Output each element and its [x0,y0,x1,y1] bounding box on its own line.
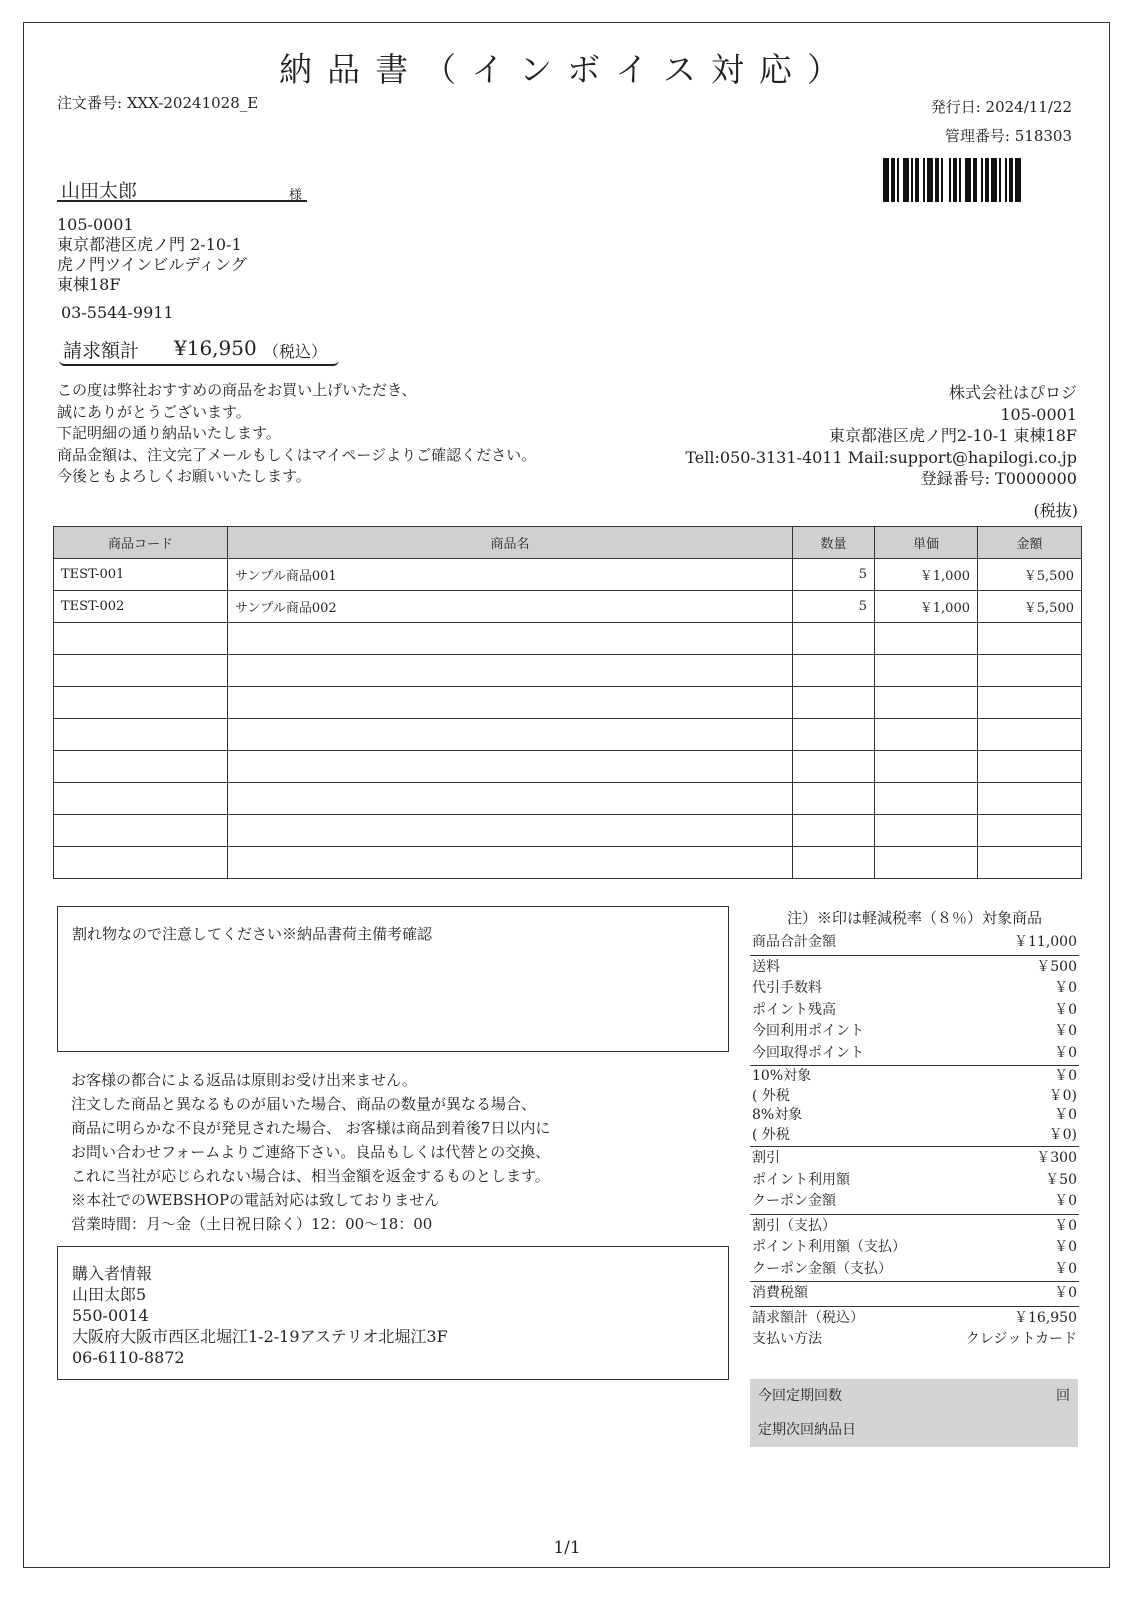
summary-value: ￥11,000 [1014,934,1077,950]
summary-label: 商品合計金額 [752,934,836,950]
table-row [54,623,1082,655]
barcode-bar [949,158,951,202]
summary-value: ￥0 [1054,1044,1077,1061]
summary-row [752,1000,1077,1022]
cell-unit-price [875,815,978,847]
summary-row [752,1148,1077,1170]
summary-row: 定期次回納品日 [758,1422,856,1438]
barcode-bar [923,158,925,202]
summary-group [750,955,1079,1066]
summary-label: 消費税額 [752,1285,808,1301]
summary-value: ￥16,950 [1014,1309,1077,1326]
management-number: 管理番号: 518303 [944,127,1072,145]
tax-label: (税抜) [1033,501,1078,520]
header-quantity: 数量 [793,527,875,559]
table-row [54,559,1082,591]
summary-row [752,1237,1077,1259]
cell-product-name [228,623,793,655]
table-row [54,751,1082,783]
cell-quantity [793,815,875,847]
barcode-bar [1009,158,1013,202]
cell-product-code [54,815,228,847]
summary-row [752,1283,1077,1305]
summary-label: ( 外税 [752,1087,790,1104]
header-product-name: 商品名 [228,527,793,559]
summary-label: 8%対象 [752,1107,803,1123]
billing-amount: ¥16,950 [174,336,257,360]
barcode-bar [999,158,1001,202]
summary-group [750,1146,1079,1214]
page-number: 1/1 [553,1538,581,1558]
summary-label: 今回取得ポイント [752,1044,864,1061]
cell-quantity [793,655,875,687]
summary-label: ( 外税 [752,1126,790,1143]
barcode-bar [965,158,971,202]
billing-total [59,334,339,366]
summary-row [752,1191,1077,1213]
summary-group [750,1214,1079,1282]
cell-unit-price [875,655,978,687]
summary-row [752,1308,1077,1330]
barcode-bar [985,158,989,202]
summary-label: 支払い方法 [752,1331,822,1347]
summary-panel [750,905,1079,1352]
cell-amount [978,783,1082,815]
cell-product-name [228,687,793,719]
barcode-bar [1015,158,1021,202]
summary-value: ￥0 [1054,1001,1077,1018]
summary-row [752,1067,1077,1087]
summary-value: ￥0 [1054,1260,1077,1277]
barcode [883,158,1077,202]
cell-quantity [793,751,875,783]
cell-quantity: 5 [793,559,875,591]
greeting-message: この度は弊社おすすめの商品をお買い上げいただき、 誠にありがとうございます。 下記明細の通り納品いたします。 商品金額は、注文完了メールもしくはマイページよりご確認ください。 今後ともよろしくお願いいたします。 [57,381,537,485]
summary-value: ￥0 [1054,1285,1077,1301]
barcode-bar [953,158,957,202]
summary-value: ￥500 [1036,958,1077,975]
cell-product-code [54,687,228,719]
cell-quantity: 5 [793,591,875,623]
table-row [54,655,1082,687]
summary-value: ￥50 [1045,1171,1077,1188]
document-title: 納品書（インボイス対応） [279,50,855,89]
barcode-bar [927,158,933,202]
cell-unit-price [875,751,978,783]
summary-label: ポイント利用額（支払） [752,1239,906,1255]
cell-amount [978,847,1082,879]
cell-product-code [54,623,228,655]
cell-product-name [228,719,793,751]
cell-amount [978,719,1082,751]
summary-value: ￥0 [1054,1239,1077,1255]
summary-group [750,1281,1079,1306]
buyer-info-box: 購入者情報 山田太郎5 550-0014 大阪府大阪市西区北堀江1-2-19アステリオ北堀江3F 06-6110-8872 [57,1246,729,1380]
cell-product-code [54,751,228,783]
summary-value: ￥0 [1054,1217,1077,1234]
table-row [54,591,1082,623]
table-row [54,847,1082,879]
header-unit-price: 単価 [875,527,978,559]
cell-amount [978,751,1082,783]
cell-product-name [228,847,793,879]
items-table [53,526,1082,879]
summary-label: ポイント残高 [752,1001,836,1018]
cell-unit-price: ￥1,000 [875,559,978,591]
cell-product-name [228,751,793,783]
cell-unit-price: ￥1,000 [875,591,978,623]
company-info: 株式会社はぴロジ 105-0001 東京都港区虎ノ門2-10-1 東棟18F Tell:050-3131-4011 Mail:support@hapilogi.co.jp 登録番号: T0000000 [685,383,1077,488]
summary-value: ￥0 [1054,980,1077,996]
table-row [54,719,1082,751]
customer-phone: 03-5544-9911 [61,303,174,322]
cell-amount [978,655,1082,687]
customer-name-line [57,176,307,202]
barcode-bar [911,158,913,202]
cell-amount [978,815,1082,847]
summary-value: ￥0 [1054,1193,1077,1209]
remarks-box [57,906,729,1052]
barcode-bar [941,158,943,202]
summary-label: 請求額計（税込） [752,1309,864,1326]
summary-label: 今回利用ポイント [752,1023,864,1039]
barcode-bar [891,158,895,202]
subscription-box [750,1379,1078,1447]
cell-product-code: TEST-001 [54,559,228,591]
summary-row [752,1259,1077,1281]
summary-label: 代引手数料 [752,980,822,996]
cell-unit-price [875,719,978,751]
summary-value: ￥0 [1054,1107,1077,1123]
cell-quantity [793,847,875,879]
summary-value: ￥0 [1054,1068,1077,1084]
header-product-code: 商品コード [54,527,228,559]
summary-group [750,931,1079,955]
cell-product-code [54,847,228,879]
summary-value: ￥0) [1048,1126,1077,1143]
cell-product-code [54,783,228,815]
summary-group [750,1065,1079,1146]
cell-product-name: サンプル商品001 [228,559,793,591]
cell-quantity [793,783,875,815]
cell-product-code: TEST-002 [54,591,228,623]
summary-row [752,1126,1077,1146]
summary-row [752,1087,1077,1107]
barcode-bar [973,158,977,202]
cell-product-name: サンプル商品002 [228,591,793,623]
barcode-bar [903,158,909,202]
table-row [54,687,1082,719]
summary-label: ポイント利用額 [752,1171,850,1188]
summary-row [752,1021,1077,1043]
customer-name: 山田太郎 [61,180,138,202]
cell-quantity [793,687,875,719]
customer-address: 105-0001 東京都港区虎ノ門 2-10-1 虎ノ門ツインビルディング 東棟18F [57,215,247,294]
return-policy: お客様の都合による返品は原則お受け出来ません。 注文した商品と異なるものが届いた場合、商品の数量が異なる場合、 商品に明らかな不良が発見された場合、 お客様は商品到着後7日以内に お問い合わせフォームよりご連絡下さい。良品もしくは代替との交換、 これに当社が応じられない場合は、相当金額を返金するものとします。 ※本社でのWEBSHOPの電話対応は致しておりません 営業時間：月～金（土日祝日除く）12：00～18：00 [71,1071,551,1233]
summary-value: クレジットカード [965,1331,1077,1347]
reduced-tax-note: 注）※印は軽減税率（８％）対象商品 [786,909,1042,927]
barcode-bar [897,158,899,202]
summary-label: クーポン金額（支払） [752,1260,892,1277]
cell-unit-price [875,687,978,719]
issue-date: 発行日: 2024/11/22 [930,98,1072,116]
summary-row [752,957,1077,979]
customer-honorific: 様 [289,188,303,203]
summary-value: ￥300 [1036,1150,1077,1166]
cell-amount: ￥5,500 [978,559,1082,591]
barcode-bar [959,158,961,202]
summary-row [752,1329,1077,1351]
table-row [54,783,1082,815]
summary-row: 今回定期回数 回 [758,1388,1070,1404]
cell-unit-price [875,623,978,655]
summary-value: ￥0) [1048,1087,1077,1104]
summary-row [752,1106,1077,1126]
cell-product-name [228,815,793,847]
summary-label: 割引 [752,1150,780,1166]
summary-row [752,932,1077,954]
table-header-row [54,527,1082,559]
summary-label: クーポン金額 [752,1193,836,1209]
barcode-bar [883,158,889,202]
table-row [54,815,1082,847]
cell-product-code [54,719,228,751]
cell-quantity [793,623,875,655]
summary-row [752,1216,1077,1238]
summary-group [750,1306,1079,1352]
summary-row [752,1043,1077,1065]
barcode-bar [1005,158,1007,202]
summary-label: 送料 [752,958,780,975]
order-number: 注文番号: XXX-20241028_E [57,94,259,112]
summary-label: 割引（支払） [752,1217,836,1234]
summary-value: ￥0 [1054,1023,1077,1039]
cell-amount [978,687,1082,719]
billing-label: 請求額計 [63,340,140,362]
barcode-bar [935,158,939,202]
summary-row [752,978,1077,1000]
barcode-bar [981,158,983,202]
cell-amount [978,623,1082,655]
cell-unit-price [875,847,978,879]
remarks-text: 割れ物なので注意してください※納品書荷主備考確認 [72,925,433,943]
summary-row [752,1170,1077,1192]
barcode-bar [915,158,919,202]
header-amount: 金額 [978,527,1082,559]
cell-amount: ￥5,500 [978,591,1082,623]
cell-product-code [54,655,228,687]
billing-tax-note: （税込） [263,342,328,361]
cell-product-name [228,655,793,687]
barcode-bar [991,158,997,202]
cell-product-name [228,783,793,815]
cell-unit-price [875,783,978,815]
summary-label: 10%対象 [752,1068,812,1084]
cell-quantity [793,719,875,751]
